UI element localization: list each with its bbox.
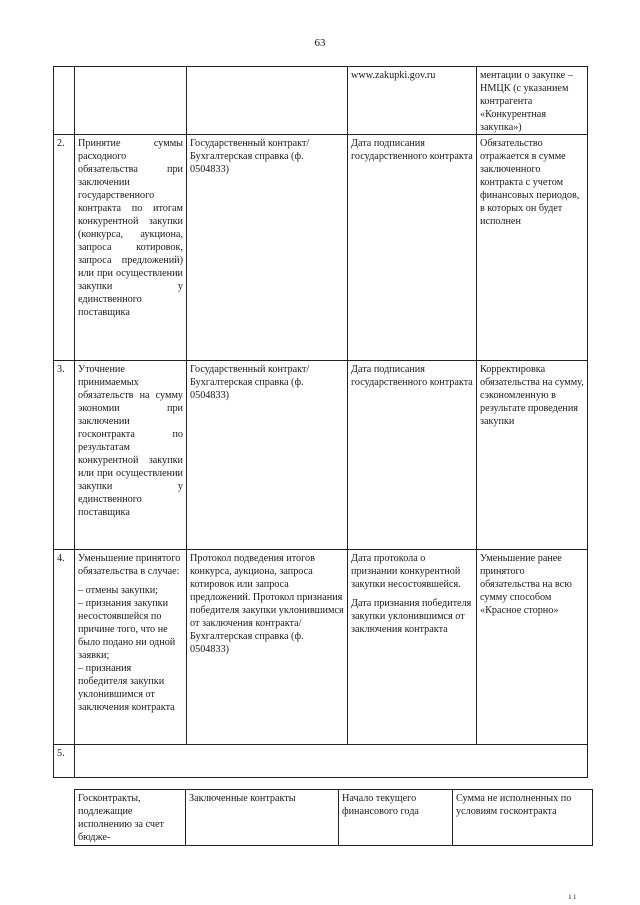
list-item: – признания закупки несостоявшейся по причине того, что не было подано ни одной заявки;	[78, 598, 176, 661]
cell-operation	[75, 550, 187, 745]
list-item: – отмены закупки;	[78, 585, 158, 596]
cell-document: Протокол подведения итогов конкурса, аукциона, запроса котировок или запроса предложений. Протокол признания победителя закупки уклонившимся от заключения контракта/Бухгалтерская справка (ф. 0504833)	[187, 550, 348, 745]
cell-operation: Уточнение принимаемых обязательств на сумму экономии при заключении госконтракта по результатам конкурентной закупки или при осуществлении закупки у единственного поставщика	[75, 361, 187, 550]
cell-note: Корректировка обязательства на сумму, сэкономленную в результате проведения закупки	[477, 361, 588, 550]
cell-document: Государственный контракт/ Бухгалтерская справка (ф. 0504833)	[187, 135, 348, 361]
accounting-table	[53, 66, 588, 778]
cell-note: Уменьшение ранее принятого обязательства на всю сумму способом «Красное сторно»	[477, 550, 588, 745]
cell-note: Обязательство отражается в сумме заключенного контракта с учетом финансовых периодов, в которых он будет исполнен	[477, 135, 588, 361]
cell-empty	[187, 67, 348, 135]
row-number: 5.	[54, 745, 75, 778]
table-row	[75, 790, 593, 846]
row-number: 3.	[54, 361, 75, 550]
row-number: 4.	[54, 550, 75, 745]
cell-date	[348, 550, 477, 745]
operation-intro: Уменьшение принятого обязательства в случае:	[78, 553, 181, 577]
date-evasion: Дата признания победителя закупки уклонившимся от заключения контракта	[351, 598, 472, 635]
header-cell: Заключенные контракты	[186, 790, 339, 846]
table-row	[54, 745, 588, 778]
cell-empty	[75, 67, 187, 135]
cell-empty	[54, 67, 75, 135]
header-cell: Начало текущего финансового года	[339, 790, 453, 846]
cell-document: Государственный контракт/ Бухгалтерская справка (ф. 0504833)	[187, 361, 348, 550]
header-cell: Госконтракты, подлежащие исполнению за счет бюдже-	[75, 790, 186, 846]
subtable	[74, 789, 593, 846]
cell-empty	[75, 745, 588, 778]
row-number: 2.	[54, 135, 75, 361]
page-number: 63	[314, 37, 326, 49]
table-row	[54, 67, 588, 135]
cell-date: Дата подписания государственного контракта	[348, 135, 477, 361]
cell-note: ментации о закупке – НМЦК (с указанием контрагента «Конкурентная закупка»)	[477, 67, 588, 135]
list-item: – признания победителя закупки уклонившимся от заключения контракта	[78, 663, 175, 713]
corner-mark: ı ı	[568, 891, 576, 901]
cell-site-link: www.zakupki.gov.ru	[348, 67, 477, 135]
table-row	[54, 361, 588, 550]
date-protocol: Дата протокола о признании конкурентной закупки несостоявшейся.	[351, 553, 461, 590]
table-row	[54, 135, 588, 361]
cell-date: Дата подписания государственного контракта	[348, 361, 477, 550]
table-row	[54, 550, 588, 745]
cell-operation: Принятие суммы расходного обязательства при заключении государственного контракта по итогам конкурентной закупки (конкурса, аукциона, запроса котировок, запроса предложений) или при осуществлении закупки у единственного поставщика	[75, 135, 187, 361]
header-cell: Сумма не исполненных по условиям госконтракта	[453, 790, 593, 846]
